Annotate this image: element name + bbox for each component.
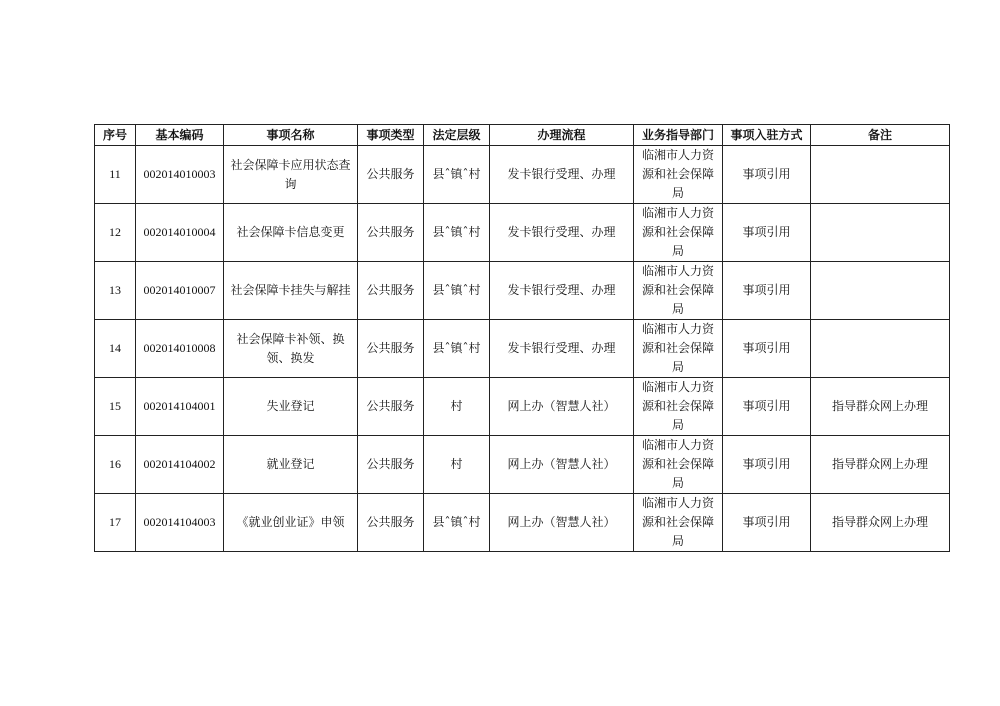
table-header-row <box>95 125 950 146</box>
cell-remark <box>811 204 950 262</box>
cell-process: 网上办（智慧人社） <box>490 378 634 436</box>
cell-no: 15 <box>95 378 136 436</box>
cell-dept: 临湘市人力资源和社会保障局 <box>634 436 723 494</box>
cell-process: 发卡银行受理、办理 <box>490 262 634 320</box>
cell-dept: 临湘市人力资源和社会保障局 <box>634 262 723 320</box>
header-no: 序号 <box>95 125 136 146</box>
cell-process: 发卡银行受理、办理 <box>490 146 634 204</box>
header-mode: 事项入驻方式 <box>723 125 811 146</box>
cell-code: 002014104003 <box>136 494 224 552</box>
cell-code: 002014010004 <box>136 204 224 262</box>
cell-dept: 临湘市人力资源和社会保障局 <box>634 494 723 552</box>
cell-type: 公共服务 <box>358 436 424 494</box>
cell-level: 县ˆ镇ˆ村 <box>424 146 490 204</box>
cell-level: 县ˆ镇ˆ村 <box>424 262 490 320</box>
header-code: 基本编码 <box>136 125 224 146</box>
cell-name: 就业登记 <box>224 436 358 494</box>
cell-name: 社会保障卡信息变更 <box>224 204 358 262</box>
cell-mode: 事项引用 <box>723 204 811 262</box>
cell-level: 村 <box>424 436 490 494</box>
table-row <box>95 262 950 320</box>
cell-mode: 事项引用 <box>723 320 811 378</box>
cell-code: 002014104001 <box>136 378 224 436</box>
header-name: 事项名称 <box>224 125 358 146</box>
cell-type: 公共服务 <box>358 494 424 552</box>
cell-process: 发卡银行受理、办理 <box>490 204 634 262</box>
cell-remark <box>811 146 950 204</box>
cell-name: 《就业创业证》申领 <box>224 494 358 552</box>
cell-no: 16 <box>95 436 136 494</box>
cell-process: 网上办（智慧人社） <box>490 436 634 494</box>
cell-type: 公共服务 <box>358 320 424 378</box>
cell-dept: 临湘市人力资源和社会保障局 <box>634 378 723 436</box>
cell-remark: 指导群众网上办理 <box>811 378 950 436</box>
cell-mode: 事项引用 <box>723 146 811 204</box>
cell-remark: 指导群众网上办理 <box>811 436 950 494</box>
header-level: 法定层级 <box>424 125 490 146</box>
cell-no: 12 <box>95 204 136 262</box>
cell-name: 社会保障卡挂失与解挂 <box>224 262 358 320</box>
cell-mode: 事项引用 <box>723 262 811 320</box>
table-row <box>95 436 950 494</box>
cell-dept: 临湘市人力资源和社会保障局 <box>634 146 723 204</box>
table-row <box>95 494 950 552</box>
cell-name: 社会保障卡补领、换领、换发 <box>224 320 358 378</box>
table-row <box>95 320 950 378</box>
cell-type: 公共服务 <box>358 378 424 436</box>
cell-code: 002014104002 <box>136 436 224 494</box>
service-items-table-wrapper <box>94 124 949 552</box>
cell-level: 县ˆ镇ˆ村 <box>424 320 490 378</box>
header-dept: 业务指导部门 <box>634 125 723 146</box>
cell-no: 13 <box>95 262 136 320</box>
cell-level: 村 <box>424 378 490 436</box>
cell-mode: 事项引用 <box>723 436 811 494</box>
table-body <box>95 146 950 552</box>
cell-mode: 事项引用 <box>723 378 811 436</box>
cell-process: 网上办（智慧人社） <box>490 494 634 552</box>
header-type: 事项类型 <box>358 125 424 146</box>
cell-dept: 临湘市人力资源和社会保障局 <box>634 204 723 262</box>
cell-level: 县ˆ镇ˆ村 <box>424 494 490 552</box>
cell-no: 11 <box>95 146 136 204</box>
cell-remark: 指导群众网上办理 <box>811 494 950 552</box>
table-row <box>95 378 950 436</box>
header-process: 办理流程 <box>490 125 634 146</box>
cell-name: 失业登记 <box>224 378 358 436</box>
cell-no: 14 <box>95 320 136 378</box>
cell-remark <box>811 262 950 320</box>
cell-code: 002014010008 <box>136 320 224 378</box>
cell-code: 002014010007 <box>136 262 224 320</box>
cell-no: 17 <box>95 494 136 552</box>
cell-level: 县ˆ镇ˆ村 <box>424 204 490 262</box>
header-remark: 备注 <box>811 125 950 146</box>
cell-type: 公共服务 <box>358 146 424 204</box>
cell-name: 社会保障卡应用状态查询 <box>224 146 358 204</box>
cell-process: 发卡银行受理、办理 <box>490 320 634 378</box>
cell-dept: 临湘市人力资源和社会保障局 <box>634 320 723 378</box>
cell-type: 公共服务 <box>358 262 424 320</box>
cell-code: 002014010003 <box>136 146 224 204</box>
table-row <box>95 146 950 204</box>
service-items-table <box>94 124 950 552</box>
cell-mode: 事项引用 <box>723 494 811 552</box>
table-row <box>95 204 950 262</box>
cell-remark <box>811 320 950 378</box>
cell-type: 公共服务 <box>358 204 424 262</box>
